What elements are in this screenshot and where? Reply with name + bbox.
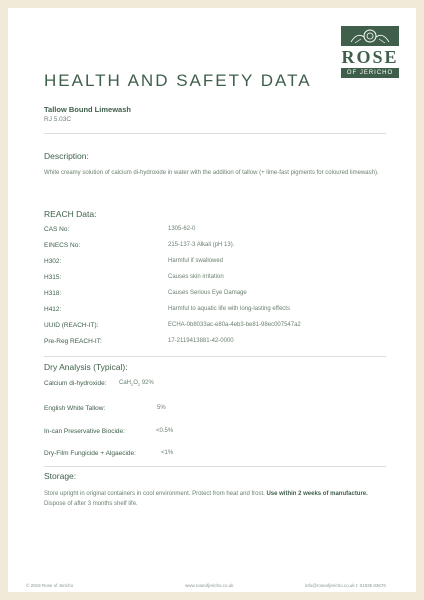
reach-value: 1305-62-0 [168,226,196,232]
page-title: HEALTH AND SAFETY DATA [44,71,312,90]
reach-heading: REACH Data: [44,209,97,219]
dry-label: Dry-Film Fungicide + Algaecide: [44,450,136,457]
reach-value: 215-137-3 Alkali (pH 13). [168,242,235,248]
reach-value: Causes Serious Eye Damage [168,290,247,296]
footer-contact[interactable]: info@roseofjericho.co.uk t: 01935 83676 [305,583,386,588]
reach-label: H318: [44,290,62,297]
reach-value: Causes skin irritation [168,274,224,280]
rose-emblem-icon [347,28,393,44]
reach-label: H315: [44,274,62,281]
reach-label: CAS No: [44,226,70,233]
footer-copyright: © 2019 Rose of Jericho [26,583,74,588]
divider [44,466,386,467]
reach-value: Harmful to aquatic life with long-lasting effects [168,306,290,312]
dry-analysis-heading: Dry Analysis (Typical): [44,362,128,372]
product-code: RJ 5.03C [44,116,72,123]
reach-label: UUID (REACH-IT): [44,322,99,329]
storage-text: Store upright in original containers in cool environment. Protect from heat and frost. Use within 2 weeks of manufacture. Dispose of after 3 months shelf life. [44,491,368,507]
divider [44,356,386,357]
reach-value: ECHA-0b8033ac-e80a-4eb3-be81-98ec007547a2 [168,322,301,328]
reach-label: H412: [44,306,62,313]
storage-heading: Storage: [44,471,77,481]
logo [341,26,399,80]
logo-subtitle: OF JERICHO [341,68,399,78]
logo-brand: ROSE [341,47,399,67]
footer-website[interactable]: www.roseofjericho.co.uk [185,583,234,588]
dry-value-formula: $CaH_2O_2$ 92% [119,380,154,388]
reach-label: H302: [44,258,62,265]
dry-value: <0.5% [156,428,174,434]
logo-emblem [341,26,399,46]
dry-value: <1% [161,450,174,456]
dry-label: Calcium di-hydroxide: [44,380,107,387]
dry-label: In-can Preservative Biocide: [44,428,125,435]
reach-value: 17-2119413881-42-0000 [168,338,234,344]
description-text: White creamy solution of calcium di-hydroxide in water with the addition of tallow (+ lime-fast pigments for coloured limewash). [44,170,379,176]
dry-label: English White Tallow: [44,405,106,412]
dry-value: 5% [157,405,166,411]
reach-label: EINECS No: [44,242,81,249]
product-name: Tallow Bound Limewash [44,105,131,114]
description-heading: Description: [44,151,89,161]
datasheet-page [8,8,416,592]
divider [44,133,386,134]
reach-value: Harmful if swallowed [168,258,224,264]
reach-label: Pre-Reg REACH-IT: [44,338,102,345]
